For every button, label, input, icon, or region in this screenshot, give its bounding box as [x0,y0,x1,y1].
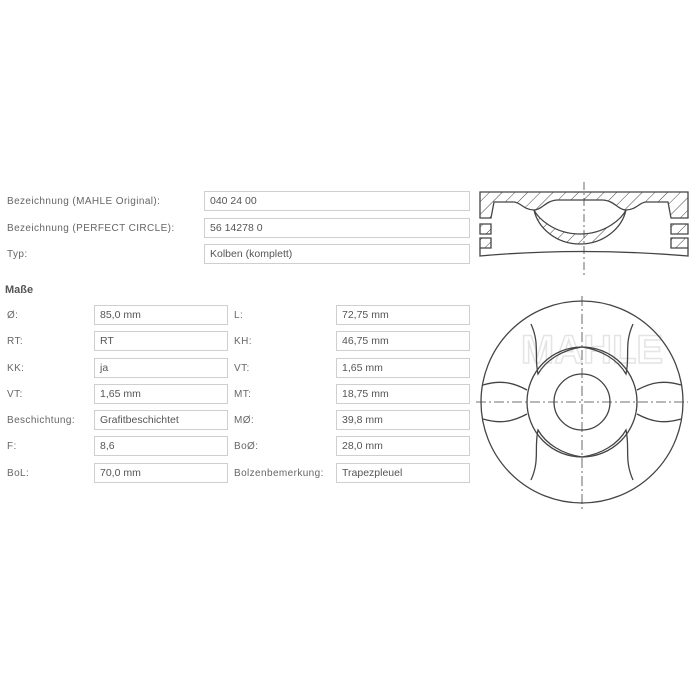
mahle-original-label: Bezeichnung (MAHLE Original): [7,196,161,207]
bol-label: BoL: [7,468,30,479]
perfect-circle-label: Bezeichnung (PERFECT CIRCLE): [7,223,175,234]
vt-value-left: 1,65 mm [94,384,228,404]
mahle-original-value: 040 24 00 [204,191,470,211]
svg-text:MAHLE: MAHLE [520,328,664,372]
coating-label: Beschichtung: [7,415,76,426]
kh-label: KH: [234,336,252,347]
vt-value-right: 1,65 mm [336,358,470,378]
rt-label: RT: [7,336,24,347]
length-value: 72,75 mm [336,305,470,325]
rt-value: RT [94,331,228,351]
length-label: L: [234,310,244,321]
coating-value: Grafitbeschichtet [94,410,228,430]
kk-label: KK: [7,363,25,374]
type-label: Typ: [7,249,28,260]
pin-diameter-label: BoØ: [234,441,259,452]
type-value: Kolben (komplett) [204,244,470,264]
diameter-label: Ø: [7,310,19,321]
bowl-diameter-label: MØ: [234,415,255,426]
vt-label-left: VT: [7,389,23,400]
f-label: F: [7,441,17,452]
pin-remark-label: Bolzenbemerkung: [234,468,324,479]
kh-value: 46,75 mm [336,331,470,351]
mt-value: 18,75 mm [336,384,470,404]
f-value: 8,6 [94,436,228,456]
piston-top-view-drawing [476,290,700,514]
perfect-circle-value: 56 14278 0 [204,218,470,238]
bowl-diameter-value: 39,8 mm [336,410,470,430]
kk-value: ja [94,358,228,378]
vt-label-right: VT: [234,363,250,374]
piston-section-drawing [476,180,700,285]
pin-remark-value: Trapezpleuel [336,463,470,483]
pin-diameter-value: 28,0 mm [336,436,470,456]
bol-value: 70,0 mm [94,463,228,483]
dimensions-heading: Maße [5,284,34,296]
mt-label: MT: [234,389,252,400]
diameter-value: 85,0 mm [94,305,228,325]
